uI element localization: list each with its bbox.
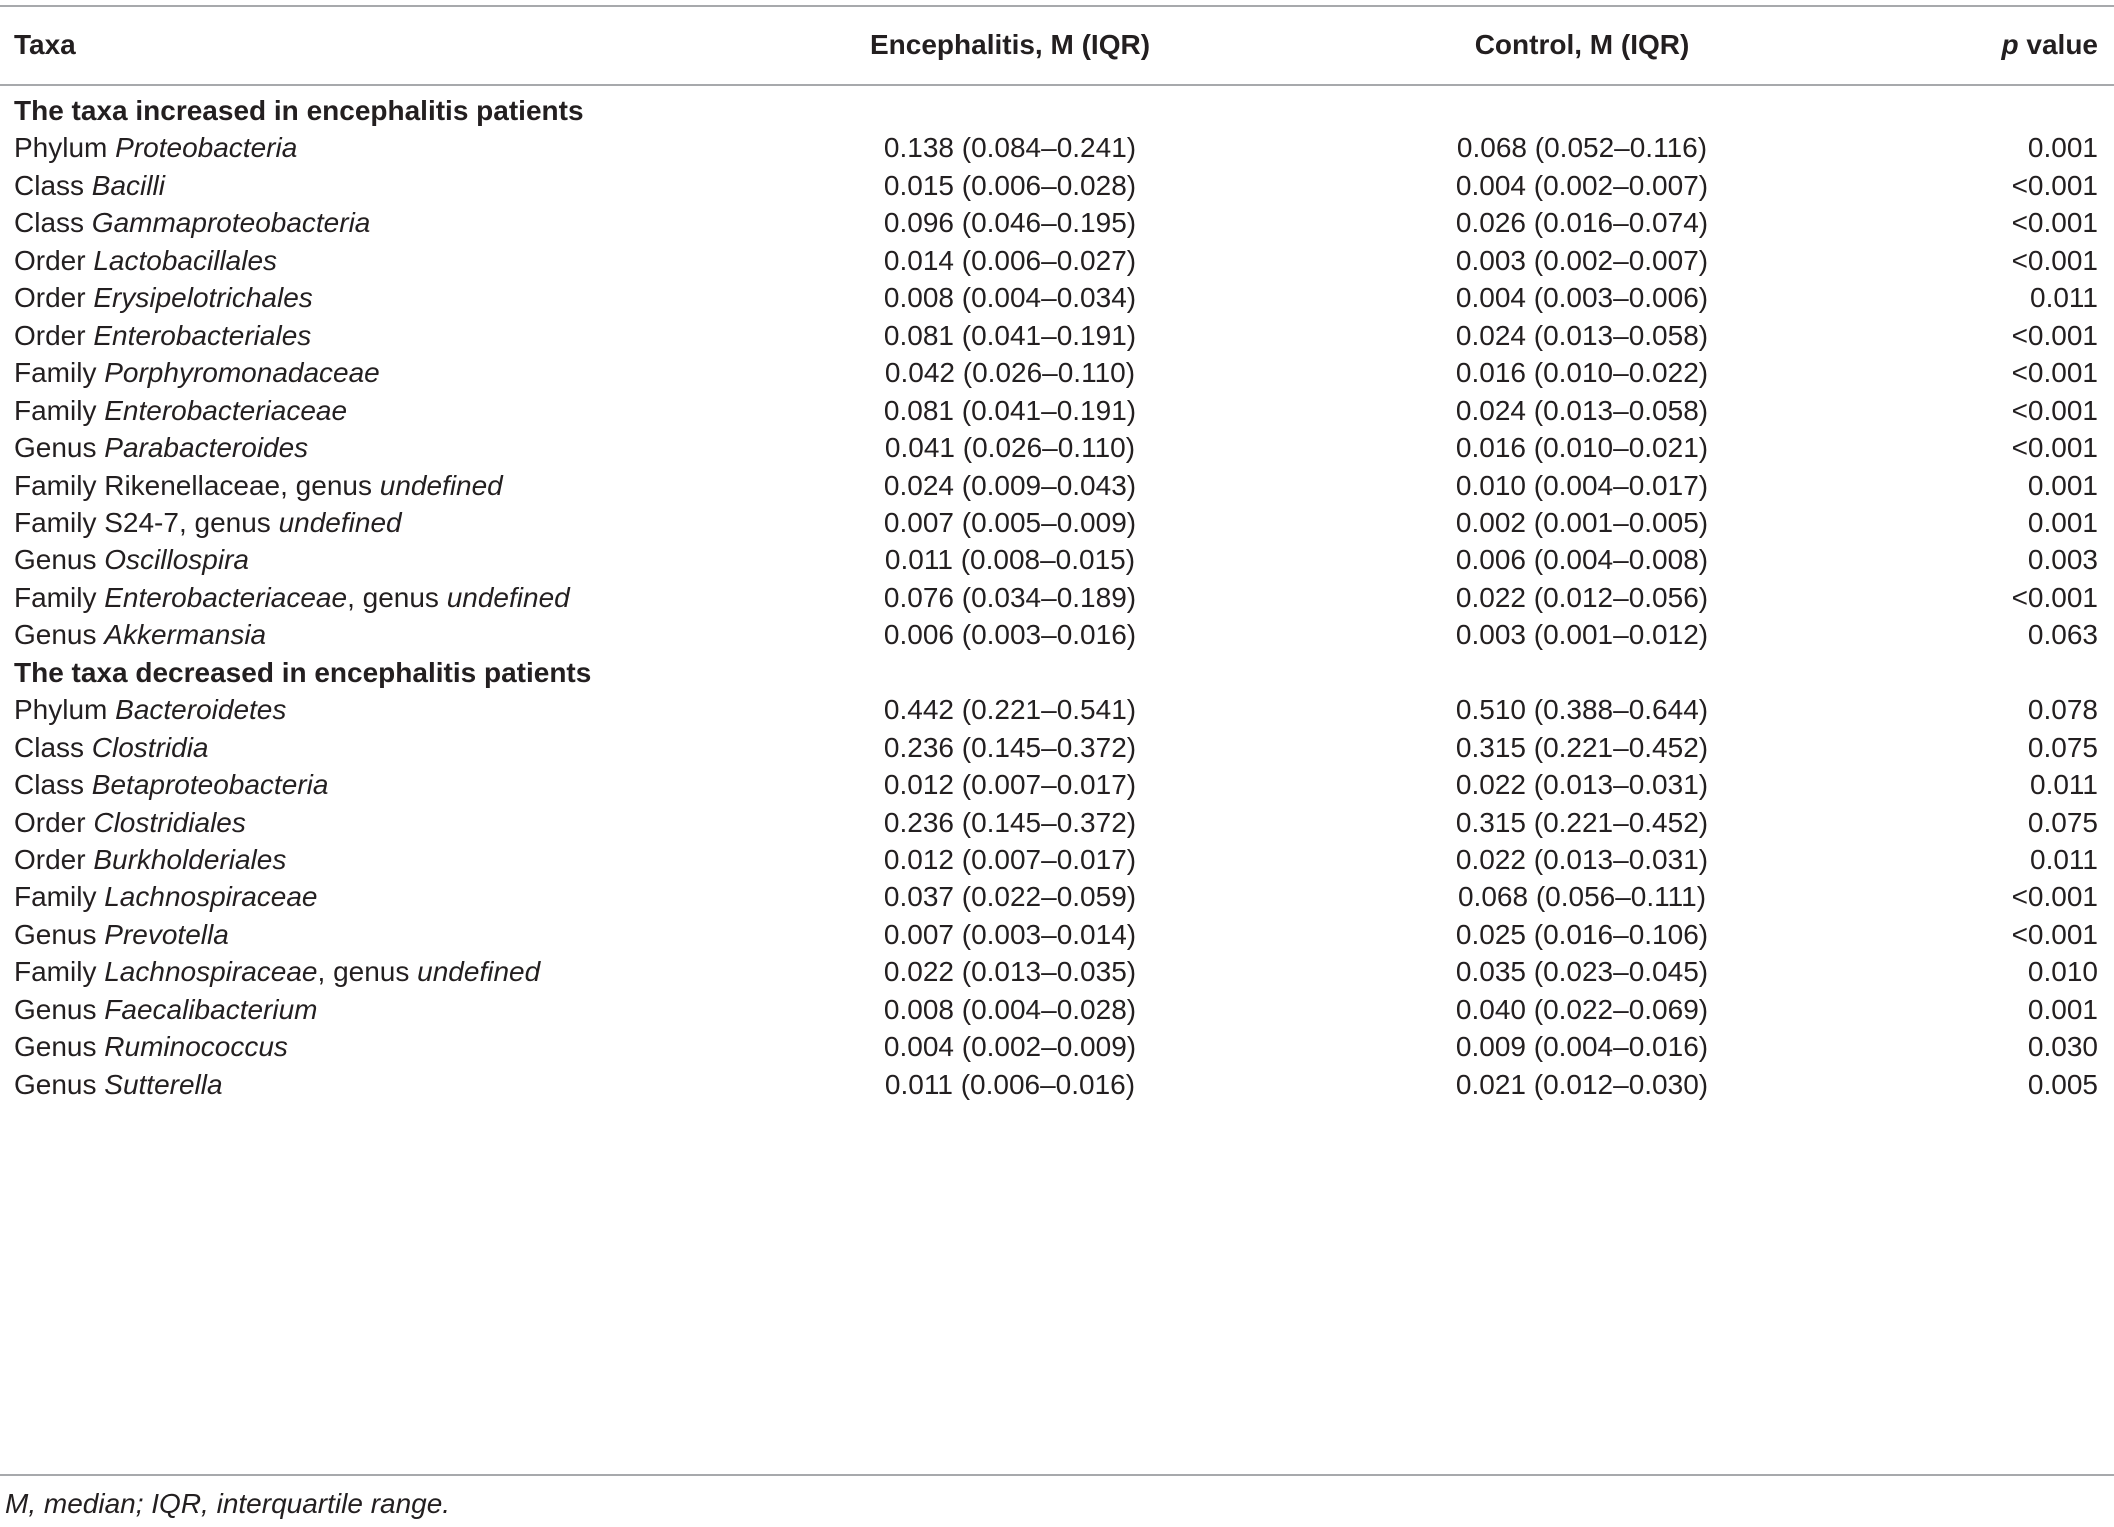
p-value: <0.001 (2011, 357, 2098, 389)
table-row (0, 1060, 2114, 1110)
encephalitis-value: 0.011 (0.008–0.015) (884, 544, 1136, 576)
encephalitis-value: 0.024 (0.009–0.043) (883, 469, 1137, 501)
p-value: <0.001 (2011, 169, 2098, 201)
taxa-rank: Order (14, 319, 94, 351)
encephalitis-value: 0.007 (0.003–0.014) (883, 918, 1137, 950)
p-value: <0.001 (2011, 581, 2098, 613)
taxa-suffix-italic: undefined (446, 581, 570, 613)
taxa-name: Erysipelotrichales (93, 282, 313, 314)
header-p-italic: p (2001, 29, 2019, 60)
taxa-name: Sutterella (104, 1068, 223, 1100)
taxa-rank: Family (14, 394, 105, 426)
taxa-name: Ruminococcus (104, 1031, 288, 1063)
encephalitis-value: 0.041 (0.026–0.110) (884, 432, 1136, 464)
taxa-suffix: , genus (317, 956, 418, 988)
taxa-rank: Family (14, 881, 105, 913)
p-value: 0.001 (2027, 993, 2098, 1025)
control-value: 0.068 (0.052–0.116) (1456, 132, 1708, 164)
p-value: <0.001 (2011, 394, 2098, 426)
control-value: 0.010 (0.004–0.017) (1455, 469, 1709, 501)
p-value: 0.011 (2030, 282, 2098, 314)
taxa-name: Porphyromonadaceae (104, 357, 380, 389)
taxa-name: Lachnospiraceae (104, 956, 318, 988)
p-value: <0.001 (2011, 319, 2098, 351)
taxa-rank: Order (14, 806, 94, 838)
encephalitis-value: 0.076 (0.034–0.189) (883, 581, 1137, 613)
p-value: 0.003 (2027, 544, 2098, 576)
encephalitis-value: 0.236 (0.145–0.372) (883, 806, 1137, 838)
control-value: 0.510 (0.388–0.644) (1455, 694, 1709, 726)
taxa-name: Parabacteroides (104, 432, 309, 464)
control-value: 0.004 (0.002–0.007) (1455, 169, 1709, 201)
taxa-rank: Class (14, 731, 92, 763)
taxa-rank: Genus (14, 1068, 105, 1100)
encephalitis-value: 0.096 (0.046–0.195) (883, 207, 1137, 239)
table-top-rule (0, 5, 2114, 7)
encephalitis-value: 0.015 (0.006–0.028) (883, 169, 1137, 201)
taxa-rank: Class (14, 769, 92, 801)
encephalitis-value: 0.014 (0.006–0.027) (883, 244, 1137, 276)
p-value: 0.063 (2027, 619, 2098, 651)
taxa-name: Bacilli (91, 169, 165, 201)
p-value: 0.078 (2027, 694, 2098, 726)
taxa-suffix-italic: undefined (417, 956, 541, 988)
taxa-name: Proteobacteria (115, 132, 298, 164)
taxa-rank: Genus (14, 1031, 105, 1063)
taxa-name: Betaproteobacteria (91, 769, 329, 801)
p-value: <0.001 (2011, 918, 2098, 950)
header-taxa: Taxa (14, 29, 76, 60)
taxa-rank: Order (14, 244, 94, 276)
encephalitis-value: 0.004 (0.002–0.009) (883, 1031, 1137, 1063)
taxa-rank: Order (14, 282, 94, 314)
taxa-rank: Class (14, 207, 92, 239)
taxa-name: Prevotella (104, 918, 229, 950)
encephalitis-value: 0.138 (0.084–0.241) (883, 132, 1137, 164)
taxa-name: undefined (379, 469, 503, 501)
control-value: 0.002 (0.001–0.005) (1455, 506, 1709, 538)
taxa-rank: Family (14, 581, 105, 613)
taxa-rank: Order (14, 844, 94, 875)
taxa-name: Lachnospiraceae (104, 881, 318, 913)
taxa-rank: Genus (14, 432, 105, 464)
taxa-rank: Family Rikenellaceae, genus (14, 469, 380, 501)
taxa-name: Bacteroidetes (115, 694, 287, 726)
p-value: 0.001 (2027, 469, 2098, 501)
control-value: 0.024 (0.013–0.058) (1455, 319, 1709, 351)
p-value: 0.001 (2027, 132, 2098, 164)
control-value: 0.021 (0.012–0.030) (1455, 1068, 1709, 1100)
taxa-name: Enterobacteriaceae (104, 581, 348, 613)
section-title: The taxa decreased in encephalitis patients (14, 656, 592, 688)
encephalitis-value: 0.236 (0.145–0.372) (883, 731, 1137, 763)
p-value: <0.001 (2011, 881, 2098, 913)
encephalitis-value: 0.022 (0.013–0.035) (883, 956, 1137, 988)
encephalitis-value: 0.012 (0.007–0.017) (883, 844, 1137, 875)
taxa-name: undefined (278, 506, 402, 538)
encephalitis-value: 0.008 (0.004–0.028) (883, 993, 1137, 1025)
header-p-value (2002, 20, 2099, 70)
taxa-rank: Phylum (14, 694, 116, 726)
taxa-rank: Genus (14, 619, 105, 651)
taxa-rank: Class (14, 169, 92, 201)
control-value: 0.315 (0.221–0.452) (1455, 806, 1709, 838)
control-value: 0.035 (0.023–0.045) (1455, 956, 1709, 988)
control-value: 0.022 (0.013–0.031) (1455, 769, 1709, 801)
taxa-name: Faecalibacterium (104, 993, 318, 1025)
header-control: Control, M (IQR) (1474, 29, 1690, 60)
taxa-name: Akkermansia (104, 619, 267, 651)
control-value: 0.068 (0.056–0.111) (1457, 881, 1707, 913)
control-value: 0.026 (0.016–0.074) (1455, 207, 1709, 239)
control-value: 0.315 (0.221–0.452) (1455, 731, 1709, 763)
taxa-rank: Family S24-7, genus (14, 506, 279, 538)
taxa-rank: Phylum (14, 132, 116, 164)
control-value: 0.003 (0.001–0.012) (1455, 619, 1709, 651)
encephalitis-value: 0.011 (0.006–0.016) (884, 1068, 1136, 1100)
encephalitis-value: 0.012 (0.007–0.017) (883, 769, 1137, 801)
encephalitis-value: 0.007 (0.005–0.009) (883, 506, 1137, 538)
table-header-row (0, 20, 2114, 70)
p-value: 0.010 (2027, 956, 2098, 988)
control-value: 0.024 (0.013–0.058) (1455, 394, 1709, 426)
p-value: <0.001 (2011, 244, 2098, 276)
encephalitis-value: 0.081 (0.041–0.191) (883, 319, 1137, 351)
p-value: 0.075 (2027, 731, 2098, 763)
header-p-rest: value (2018, 29, 2098, 60)
p-value: 0.011 (2030, 769, 2098, 801)
taxa-cell (14, 1060, 223, 1110)
taxa-name: Gammaproteobacteria (91, 207, 371, 239)
header-encephalitis: Encephalitis, M (IQR) (869, 29, 1151, 60)
taxa-rank: Genus (14, 918, 105, 950)
taxa-name: Lactobacillales (93, 244, 278, 276)
p-value: <0.001 (2011, 207, 2098, 239)
encephalitis-value: 0.442 (0.221–0.541) (883, 694, 1137, 726)
section-title: The taxa increased in encephalitis patients (14, 95, 584, 126)
taxa-suffix: , genus (347, 581, 447, 613)
taxa-name: Enterobacteriaceae (104, 394, 348, 426)
taxa-name: Enterobacteriales (93, 319, 312, 351)
p-value: <0.001 (2011, 432, 2098, 464)
p-value: 0.005 (2027, 1068, 2098, 1100)
p-value: 0.030 (2027, 1031, 2098, 1063)
table-footnote: M, median; IQR, interquartile range. (5, 1488, 451, 1519)
taxa-name: Clostridia (91, 731, 209, 763)
control-value: 0.022 (0.013–0.031) (1455, 844, 1709, 875)
taxa-rank: Genus (14, 993, 105, 1025)
p-value: 0.075 (2027, 806, 2098, 838)
taxa-rank: Family (14, 956, 105, 988)
control-value: 0.004 (0.003–0.006) (1455, 282, 1709, 314)
p-value: 0.001 (2027, 506, 2098, 538)
table-bottom-rule (0, 1474, 2114, 1476)
control-value: 0.006 (0.004–0.008) (1455, 544, 1709, 576)
control-value: 0.025 (0.016–0.106) (1455, 918, 1709, 950)
encephalitis-value: 0.042 (0.026–0.110) (884, 357, 1136, 389)
taxa-name: Oscillospira (104, 544, 249, 576)
taxa-rank: Genus (14, 544, 105, 576)
taxa-name: Clostridiales (93, 806, 246, 838)
taxa-rank: Family (14, 357, 105, 389)
taxa-name: Burkholderiales (93, 844, 287, 875)
encephalitis-value: 0.081 (0.041–0.191) (883, 394, 1137, 426)
encephalitis-value: 0.008 (0.004–0.034) (883, 282, 1137, 314)
control-value: 0.040 (0.022–0.069) (1455, 993, 1709, 1025)
encephalitis-value: 0.006 (0.003–0.016) (883, 619, 1137, 651)
control-value: 0.003 (0.002–0.007) (1455, 244, 1709, 276)
p-value: 0.011 (2030, 844, 2098, 875)
control-value: 0.009 (0.004–0.016) (1455, 1031, 1709, 1063)
control-value: 0.016 (0.010–0.022) (1455, 357, 1709, 389)
encephalitis-value: 0.037 (0.022–0.059) (883, 881, 1137, 913)
control-value: 0.022 (0.012–0.056) (1455, 581, 1709, 613)
control-value: 0.016 (0.010–0.021) (1455, 432, 1709, 464)
